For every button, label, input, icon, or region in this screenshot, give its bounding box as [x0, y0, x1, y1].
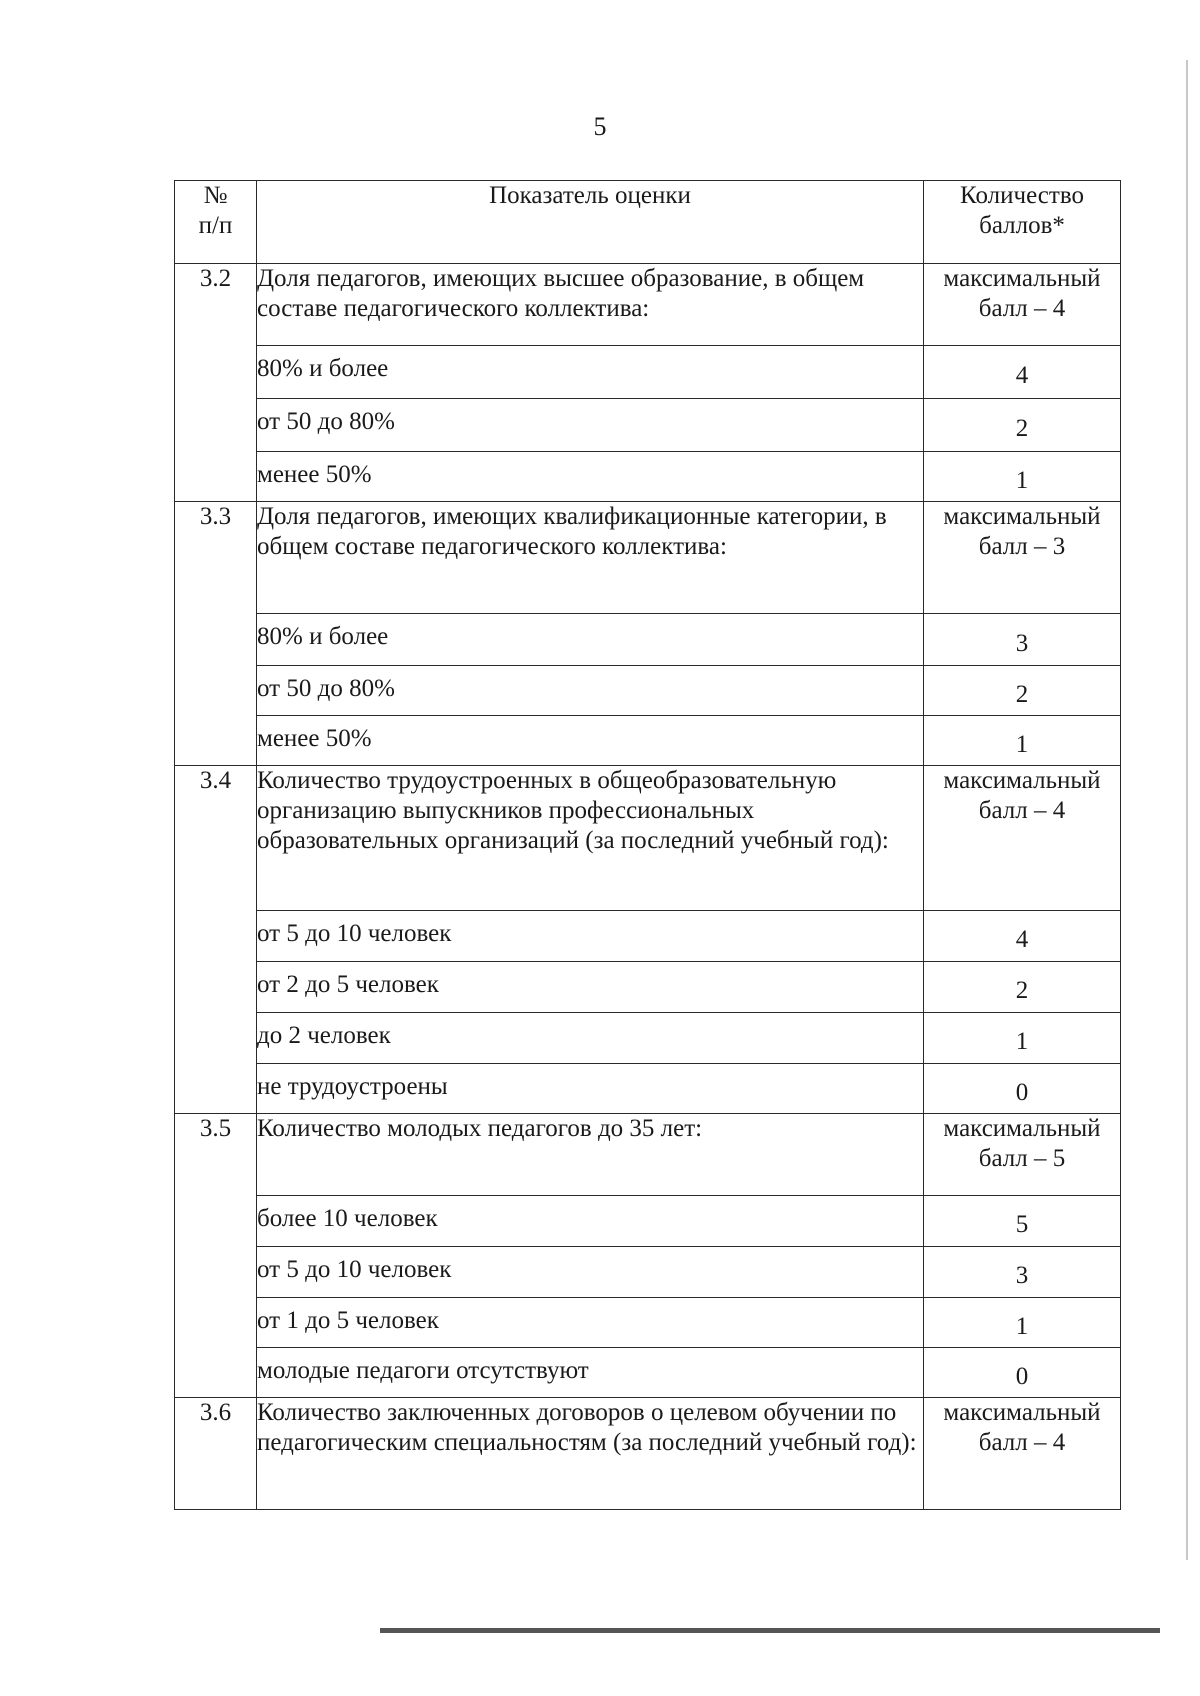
option-score: 1 [924, 1298, 1121, 1348]
option-score: 1 [924, 716, 1121, 766]
option-row [175, 666, 1121, 716]
option-score: 1 [924, 1013, 1121, 1064]
option-score: 1 [924, 452, 1121, 502]
max-score-line2: балл – 5 [978, 1145, 1066, 1172]
option-label: молодые педагоги отсутствуют [257, 1348, 924, 1398]
section-title: Количество молодых педагогов до 35 лет: [257, 1114, 924, 1196]
section-number: 3.5 [175, 1114, 257, 1398]
section-number: 3.4 [175, 766, 257, 1114]
option-label: более 10 человек [257, 1196, 924, 1247]
option-label: от 1 до 5 человек [257, 1298, 924, 1348]
section-title: Количество заключенных договоров о целевом обучении по педагогическим специальностям (за последний учебный год): [257, 1398, 924, 1510]
max-score-line2: балл – 4 [978, 797, 1066, 824]
option-label: от 50 до 80% [257, 666, 924, 716]
section-max-score [924, 1114, 1121, 1196]
option-label: 80% и более [257, 346, 924, 399]
bottom-rule [380, 1628, 1160, 1633]
option-row [175, 1298, 1121, 1348]
section-row [175, 766, 1121, 911]
max-score-line1: максимальный [943, 1115, 1101, 1142]
max-score-line1: максимальный [943, 767, 1101, 794]
section-title: Доля педагогов, имеющих высшее образование, в общем составе педагогического коллектива: [257, 264, 924, 346]
max-score-line1: максимальный [943, 503, 1101, 530]
section-row [175, 1114, 1121, 1196]
option-row [175, 1196, 1121, 1247]
option-row [175, 346, 1121, 399]
criteria-table [174, 180, 1121, 1510]
option-label: от 5 до 10 человек [257, 1247, 924, 1298]
option-score: 2 [924, 962, 1121, 1013]
option-row [175, 716, 1121, 766]
option-label: от 50 до 80% [257, 399, 924, 452]
section-max-score [924, 502, 1121, 614]
scan-edge-line [1186, 60, 1188, 1560]
header-indicator: Показатель оценки [257, 181, 924, 264]
option-label: от 2 до 5 человек [257, 962, 924, 1013]
section-max-score [924, 1398, 1121, 1510]
option-row [175, 1247, 1121, 1298]
header-points-line1: Количество [960, 182, 1084, 209]
option-row [175, 452, 1121, 502]
option-row [175, 614, 1121, 666]
max-score-line2: балл – 4 [978, 1429, 1066, 1456]
max-score-line2: балл – 4 [978, 295, 1066, 322]
section-row [175, 502, 1121, 614]
option-row [175, 911, 1121, 962]
max-score-line1: максимальный [943, 1399, 1101, 1426]
option-score: 4 [924, 346, 1121, 399]
max-score-line1: максимальный [943, 265, 1101, 292]
option-row [175, 1064, 1121, 1114]
section-row [175, 1398, 1121, 1510]
option-score: 0 [924, 1064, 1121, 1114]
section-max-score [924, 766, 1121, 911]
option-label: от 5 до 10 человек [257, 911, 924, 962]
section-number: 3.3 [175, 502, 257, 766]
header-points-line2: баллов* [979, 212, 1065, 239]
option-label: 80% и более [257, 614, 924, 666]
option-score: 3 [924, 1247, 1121, 1298]
option-row [175, 1348, 1121, 1398]
header-number-line1: № [203, 182, 228, 209]
option-label: менее 50% [257, 452, 924, 502]
section-row [175, 264, 1121, 346]
header-number [175, 181, 257, 264]
option-score: 5 [924, 1196, 1121, 1247]
option-row [175, 399, 1121, 452]
header-number-line2: п/п [198, 212, 233, 239]
option-score: 2 [924, 666, 1121, 716]
option-score: 2 [924, 399, 1121, 452]
option-score: 0 [924, 1348, 1121, 1398]
option-row [175, 1013, 1121, 1064]
option-label: менее 50% [257, 716, 924, 766]
option-score: 3 [924, 614, 1121, 666]
option-score: 4 [924, 911, 1121, 962]
section-max-score [924, 264, 1121, 346]
page-number: 5 [593, 112, 607, 141]
section-number: 3.2 [175, 264, 257, 502]
section-number: 3.6 [175, 1398, 257, 1510]
table-header-row [175, 181, 1121, 264]
section-title: Доля педагогов, имеющих квалификационные категории, в общем составе педагогического коллектива: [257, 502, 924, 614]
option-label: до 2 человек [257, 1013, 924, 1064]
section-title: Количество трудоустроенных в общеобразовательную организацию выпускников профессиональных образовательных организаций (за последний учебный год): [257, 766, 924, 911]
option-label: не трудоустроены [257, 1064, 924, 1114]
option-row [175, 962, 1121, 1013]
header-points [924, 181, 1121, 264]
max-score-line2: балл – 3 [978, 533, 1066, 560]
